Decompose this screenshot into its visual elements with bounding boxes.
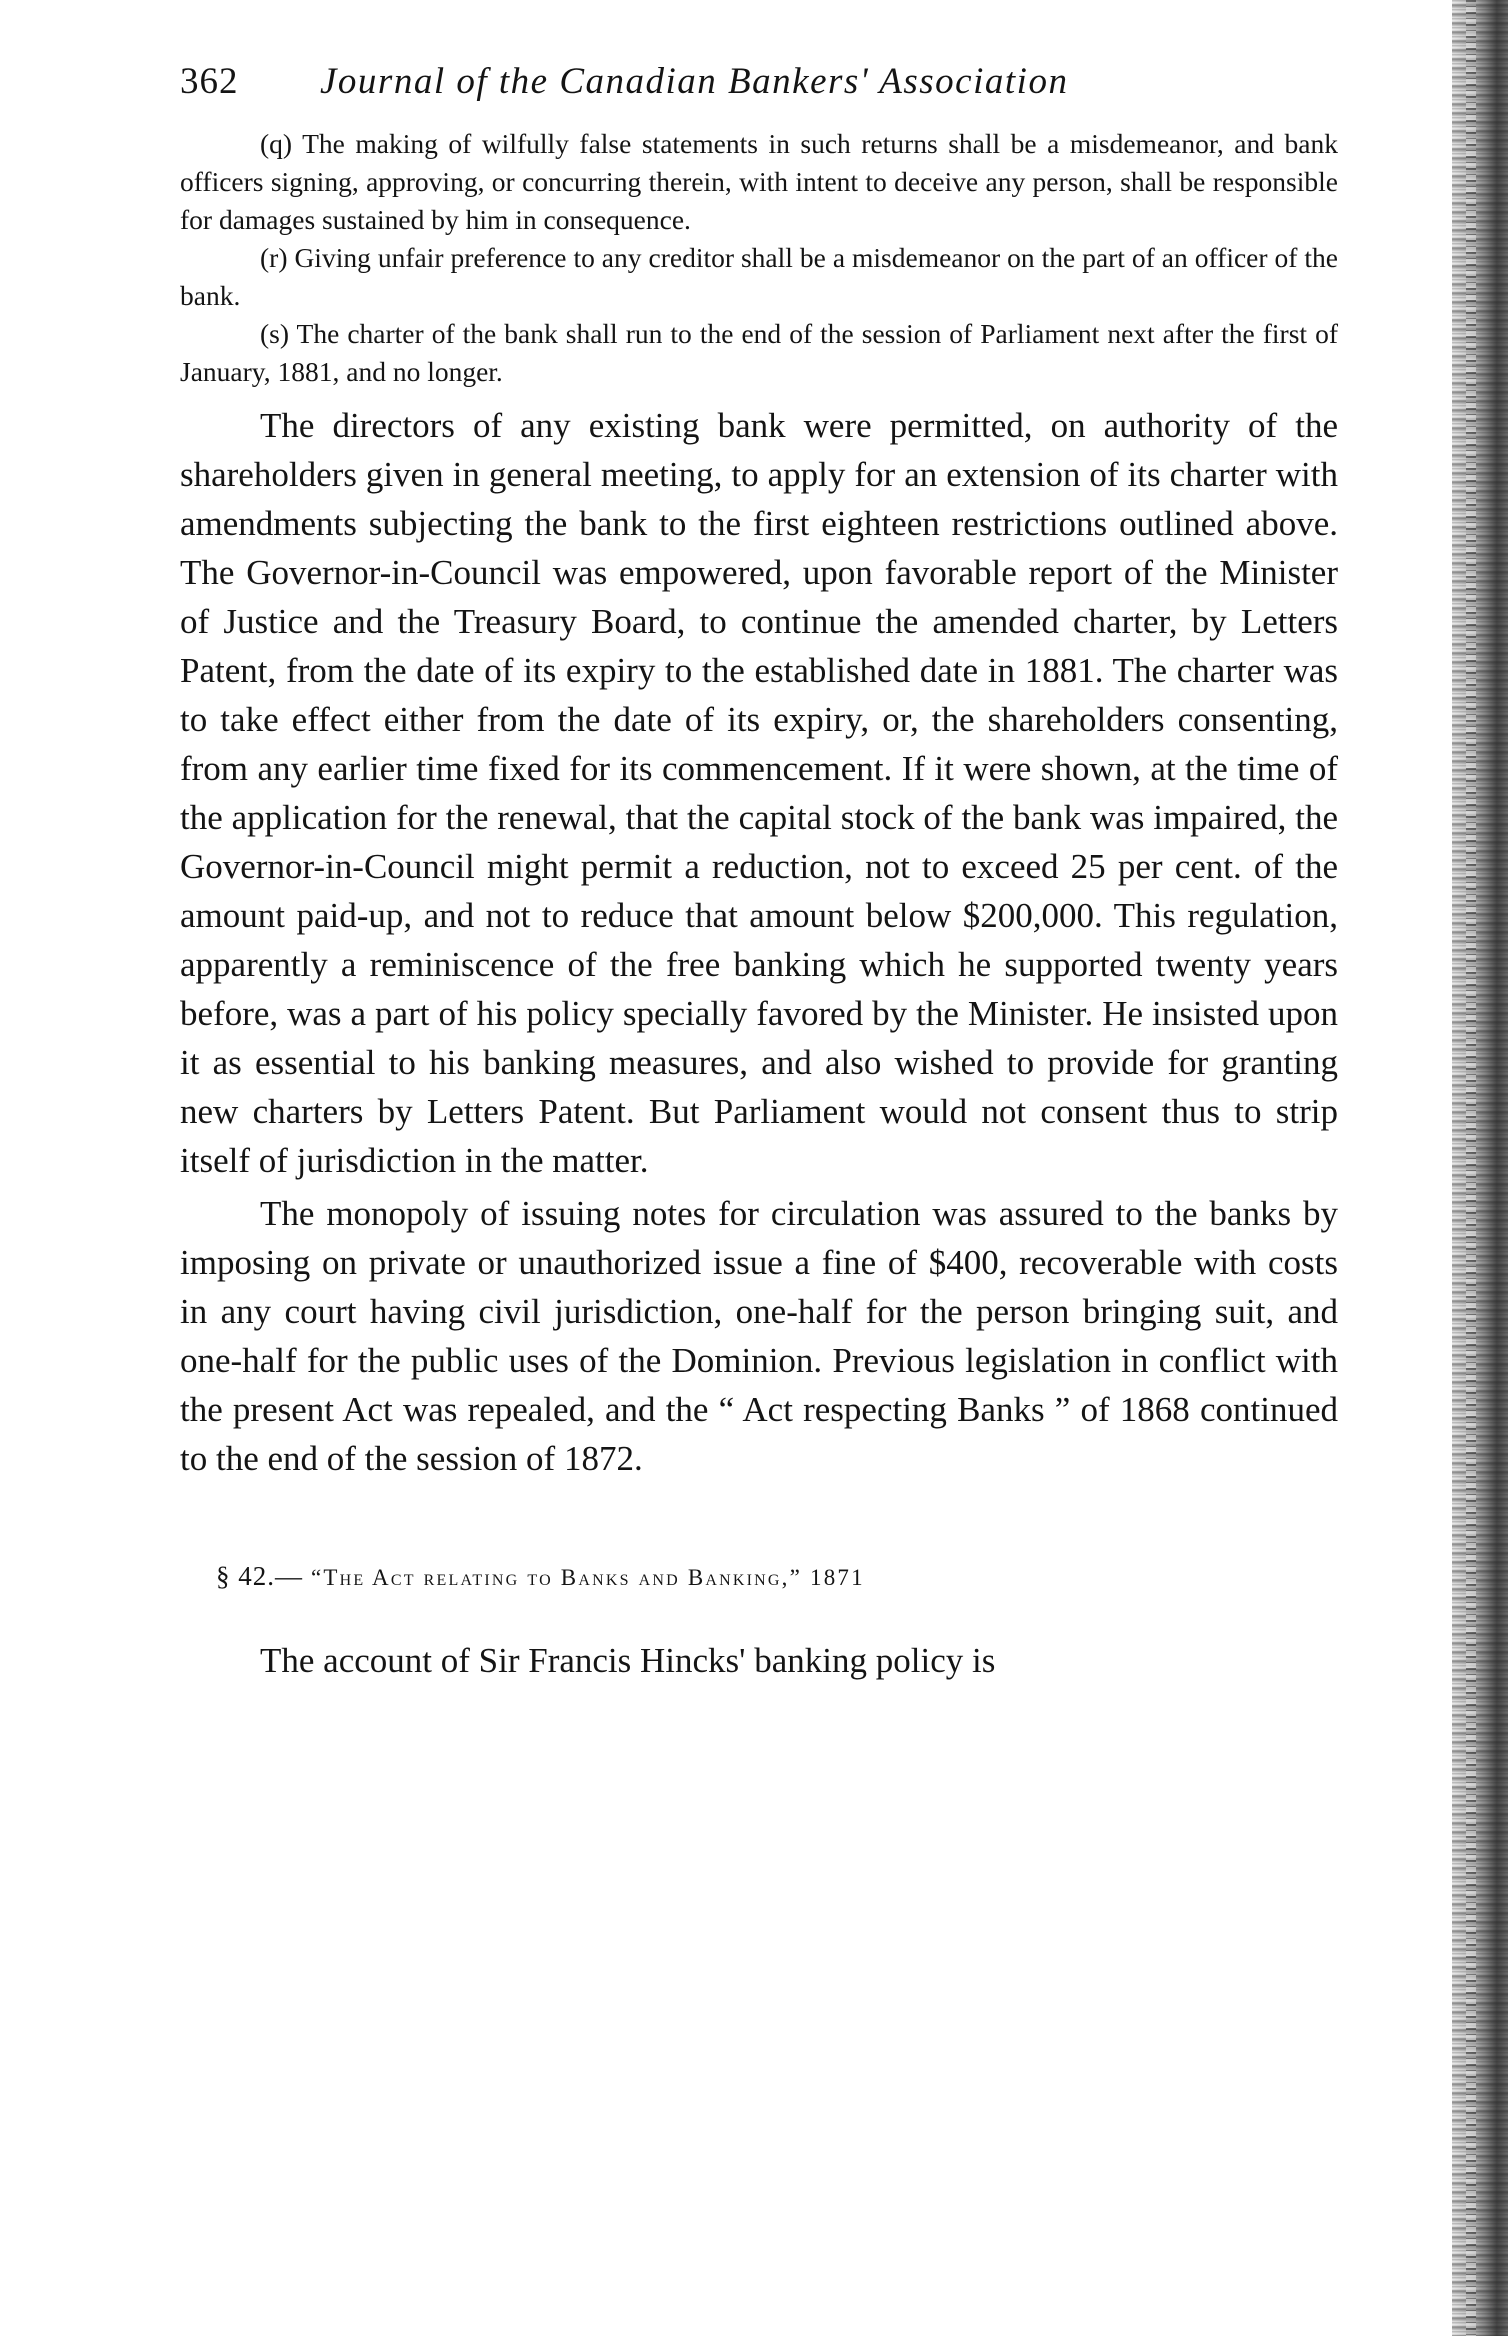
page-content xyxy=(180,60,1338,1685)
clause-list xyxy=(180,125,1338,391)
journal-title: Journal of the Canadian Bankers' Association xyxy=(320,61,1069,102)
body-paragraph: The monopoly of issuing notes for circulation was assured to the banks by imposing on private or unauthorized issue a fine of $400, recoverable with costs in any court having civil jurisdiction, one-half for the person bringing suit, and one-half for the public uses of the Dominion. Previous legislation in conflict with the present Act was repealed, and the “ Act respecting Banks ” of 1868 continued to the end of the session of 1872. xyxy=(180,1194,1338,1478)
closing-paragraph: The account of Sir Francis Hincks' banking policy is xyxy=(260,1641,996,1680)
page-edge-shadow xyxy=(1452,0,1508,2336)
section-heading xyxy=(216,1561,1338,1592)
body-paragraph: The directors of any existing bank were permitted, on authority of the shareholders given in general meeting, to apply for an extension of its charter with amendments subjecting the bank to the first eighteen restrictions outlined above. The Governor-in-Council was empowered, upon favorable report of the Minister of Justice and the Treasury Board, to continue the amended charter, by Letters Patent, from the date of its expiry to the established date in 1881. The charter was to take effect either from the date of its expiry, or, the shareholders consenting, from any earlier time fixed for its commencement. If it were shown, at the time of the application for the renewal, that the capital stock of the bank was impaired, the Governor-in-Council might permit a reduction, not to exceed 25 per cent. of the amount paid-up, and not to reduce that amount below $200,000. This regulation, apparently a reminiscence of the free banking which he supported twenty years before, was a part of his policy specially favored by the Minister. He insisted upon it as essential to his banking measures, and also wished to provide for granting new charters by Letters Patent. But Parliament would not consent thus to strip itself of jurisdiction in the matter. xyxy=(180,406,1338,1180)
clause-q: (q) The making of wilfully false statements in such returns shall be a misdemeanor, and bank officers signing, approving, or concurring therein, with intent to deceive any person, shall be responsible for damages sustained by him in consequence. xyxy=(180,128,1338,235)
page-number: 362 xyxy=(180,61,239,102)
clause-r: (r) Giving unfair preference to any creditor shall be a misdemeanor on the part of an officer of the bank. xyxy=(180,242,1338,311)
running-head xyxy=(180,60,1338,103)
clause-s: (s) The charter of the bank shall run to the end of the session of Parliament next after the first of January, 1881, and no longer. xyxy=(180,318,1338,387)
section-title: “The Act relating to Banks and Banking,” 1871 xyxy=(310,1565,865,1590)
section-number: § 42.— xyxy=(216,1561,303,1591)
